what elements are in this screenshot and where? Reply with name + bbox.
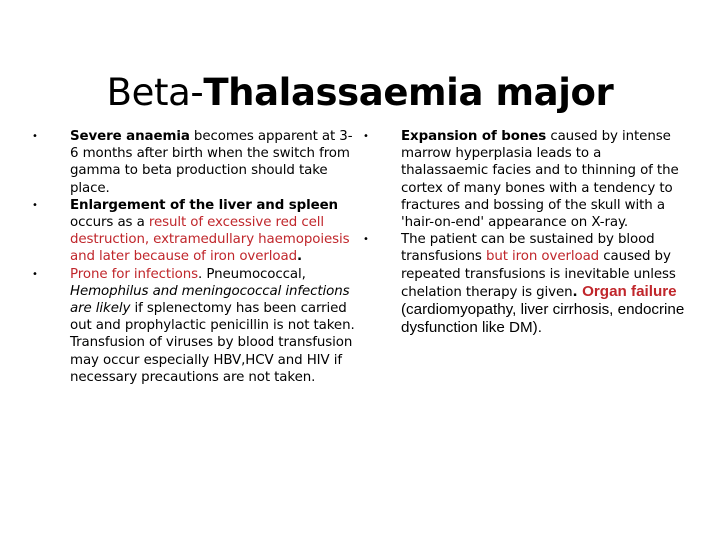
left-bullet-3-text-a: . Pneumococcal, (198, 266, 306, 282)
right-bullet-2-highlight: but iron overload (485, 249, 600, 265)
left-bullet-2-text: occurs as a (70, 215, 149, 231)
bullet-icon: • (363, 131, 369, 142)
slide-title (0, 69, 720, 117)
left-bullet-2-period: . (297, 249, 303, 265)
title-prefix: Beta- (106, 70, 204, 114)
right-bullet-1-heading: Expansion of bones (401, 129, 547, 144)
right-bullet-2-organ-detail: (cardiomyopathy, liver cirrhosis, endocrine dysfunction like DM). (401, 301, 685, 337)
right-bullet-2-text-a: The patient can be sustained by blood transfusions (401, 232, 655, 265)
right-bullet-list (363, 128, 685, 337)
bullet-icon: • (32, 199, 38, 211)
right-bullet-2-organ-failure: Organ failure (582, 282, 677, 300)
left-bullet-2-highlight: result of excessive red cell destruction, extramedullary haemopoiesis and later because of iron overload (70, 215, 350, 265)
right-bullet-2-text-b: caused by repeated transfusions is inevitable unless chelation therapy is given (401, 249, 676, 300)
left-bullet-list (32, 128, 360, 386)
left-bullet-1 (32, 128, 360, 197)
left-bullet-1-text: becomes apparent at 3-6 months after birth when the switch from gamma to beta production should take place. (70, 129, 353, 196)
left-bullet-3-heading: Prone for infections (70, 266, 199, 282)
right-bullet-1 (363, 128, 685, 231)
left-bullet-3-italic: Hemophilus and meningococcal infections are likely (70, 283, 350, 317)
left-bullet-1-heading: Severe anaemia (70, 129, 190, 144)
bullet-icon: • (363, 234, 369, 246)
left-bullet-3-text-b: if splenectomy has been carried out and prophylactic penicillin is not taken. Transfusion of viruses by blood transfusion may occur especially HBV,HCV and HIV if necessary precautions are not taken. (70, 301, 355, 385)
right-bullet-2-period: . (572, 284, 583, 300)
title-main: Thalassaemia major (203, 70, 614, 114)
right-bullet-2 (363, 231, 685, 337)
bullet-icon: • (32, 268, 38, 280)
right-bullet-1-text: caused by intense marrow hyperplasia leads to a thalassaemic facies and to thinning of the cortex of many bones with a tendency to fractures and bossing of the skull with a 'hair-on-end' appearance on X-ray. (401, 129, 679, 231)
left-bullet-3 (32, 266, 360, 386)
bullet-icon: • (32, 131, 38, 142)
left-bullet-2 (32, 197, 360, 266)
left-bullet-2-heading: Enlargement of the liver and spleen (70, 197, 338, 213)
